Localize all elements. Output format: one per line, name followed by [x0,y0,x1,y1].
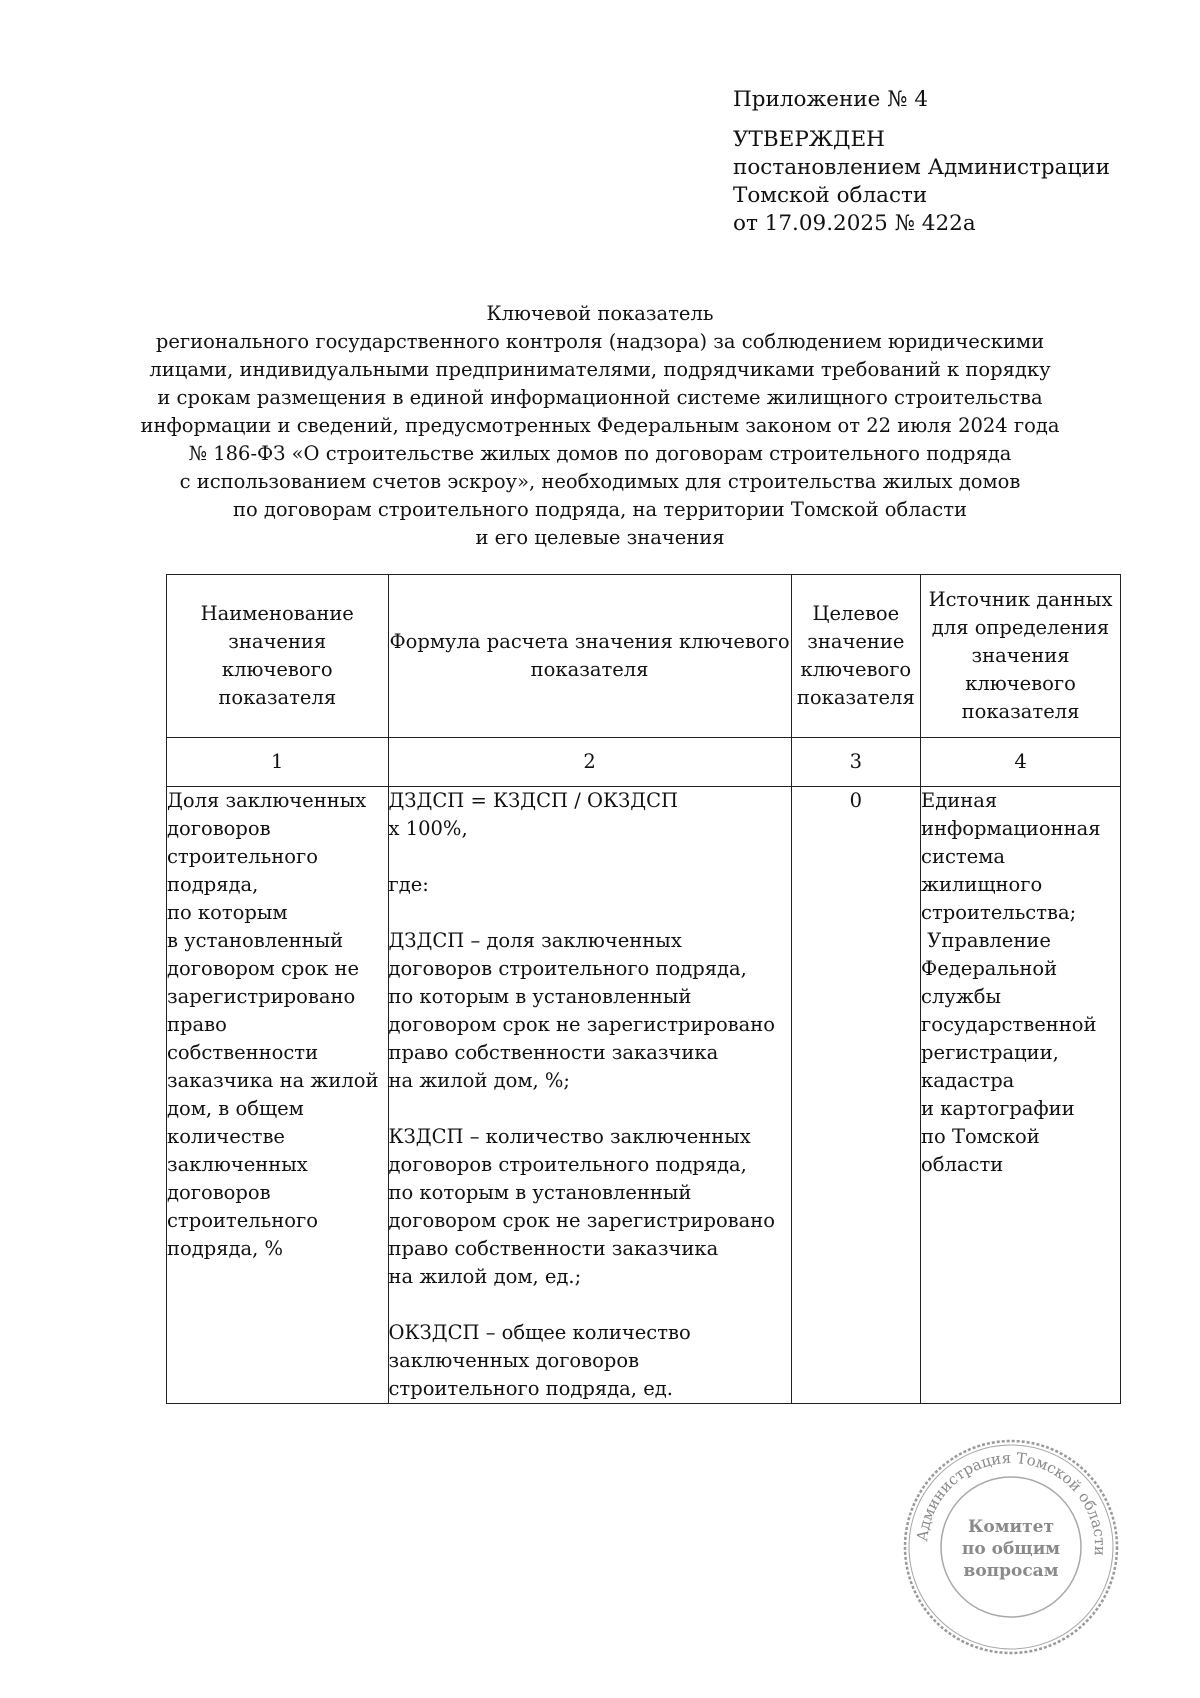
official-stamp [900,1436,1122,1658]
header-source: Источник данных для определения значения ключевого показателя [921,575,1121,738]
target-value-cell: 0 [791,787,920,1404]
approved-by-line-1: постановлением Администрации [733,155,1110,180]
title-line: и срокам размещения в единой информационной системе жилищного строительства [157,386,1043,409]
stamp-ring-text: Администрация Томской области [913,1448,1110,1557]
header-target: Целевое значение ключевого показателя [791,575,920,738]
stamp-center-line: Комитет [967,1517,1055,1537]
title-line: информации и сведений, предусмотренных Федеральным законом от 22 июля 2024 года [140,414,1060,437]
title-line: по договорам строительного подряда, на территории Томской области [232,498,967,521]
data-source-cell: Единая информационная система жилищного строительства; Управление Федеральной службы государственной регистрации, кадастра и картографии по Томской области [921,787,1121,1404]
title-line: лицами, индивидуальными предпринимателями, подрядчиками требований к порядку [149,358,1051,381]
document-title [140,300,1060,552]
approval-block [733,86,1110,238]
indicator-table [166,574,1121,1404]
approved-label: УТВЕРЖДЕН [733,127,885,152]
column-number-row [167,738,1121,787]
header-name: Наименование значения ключевого показателя [167,575,389,738]
table-row [167,787,1121,1404]
formula-cell: ДЗДСП = КЗДСП / ОКЗДСП x 100%, где: ДЗДСП – доля заключенных договоров строительного подряда, по которым в установленный договором срок не зарегистрировано право собственности заказчика на жилой дом, %; КЗДСП – количество заключенных договоров строительного подряда, по которым в установленный договором срок не зарегистрировано право собственности заказчика на жилой дом, ед.; ОКЗДСП – общее количество заключенных договоров строительного подряда, ед. [388,787,791,1404]
column-number: 1 [167,738,389,787]
title-line: регионального государственного контроля (надзора) за соблюдением юридическими [155,330,1045,353]
approved-by-line-2: Томской области [733,183,928,208]
title-line: с использованием счетов эскроу», необходимых для строительства жилых домов [179,470,1021,493]
title-line: № 186-ФЗ «О строительстве жилых домов по договорам строительного подряда [188,442,1012,465]
header-formula: Формула расчета значения ключевого показателя [388,575,791,738]
stamp-center-line: вопросам [963,1561,1059,1581]
title-line: Ключевой показатель [486,302,714,325]
appendix-label: Приложение № 4 [733,87,929,112]
stamp-center-line: по общим [961,1539,1061,1559]
approval-date: от 17.09.2025 № 422а [733,211,976,236]
indicator-name-cell: Доля заключенных договоров строительного подряда, по которым в установленный договором срок не зарегистрировано право собственности заказчика на жилой дом, в общем количестве заключенных договоров строительного подряда, % [167,787,389,1404]
column-number: 2 [388,738,791,787]
column-number: 3 [791,738,920,787]
stamp-seal [900,1436,1122,1658]
column-number: 4 [921,738,1121,787]
table-header-row [167,575,1121,738]
title-line: и его целевые значения [475,526,725,549]
